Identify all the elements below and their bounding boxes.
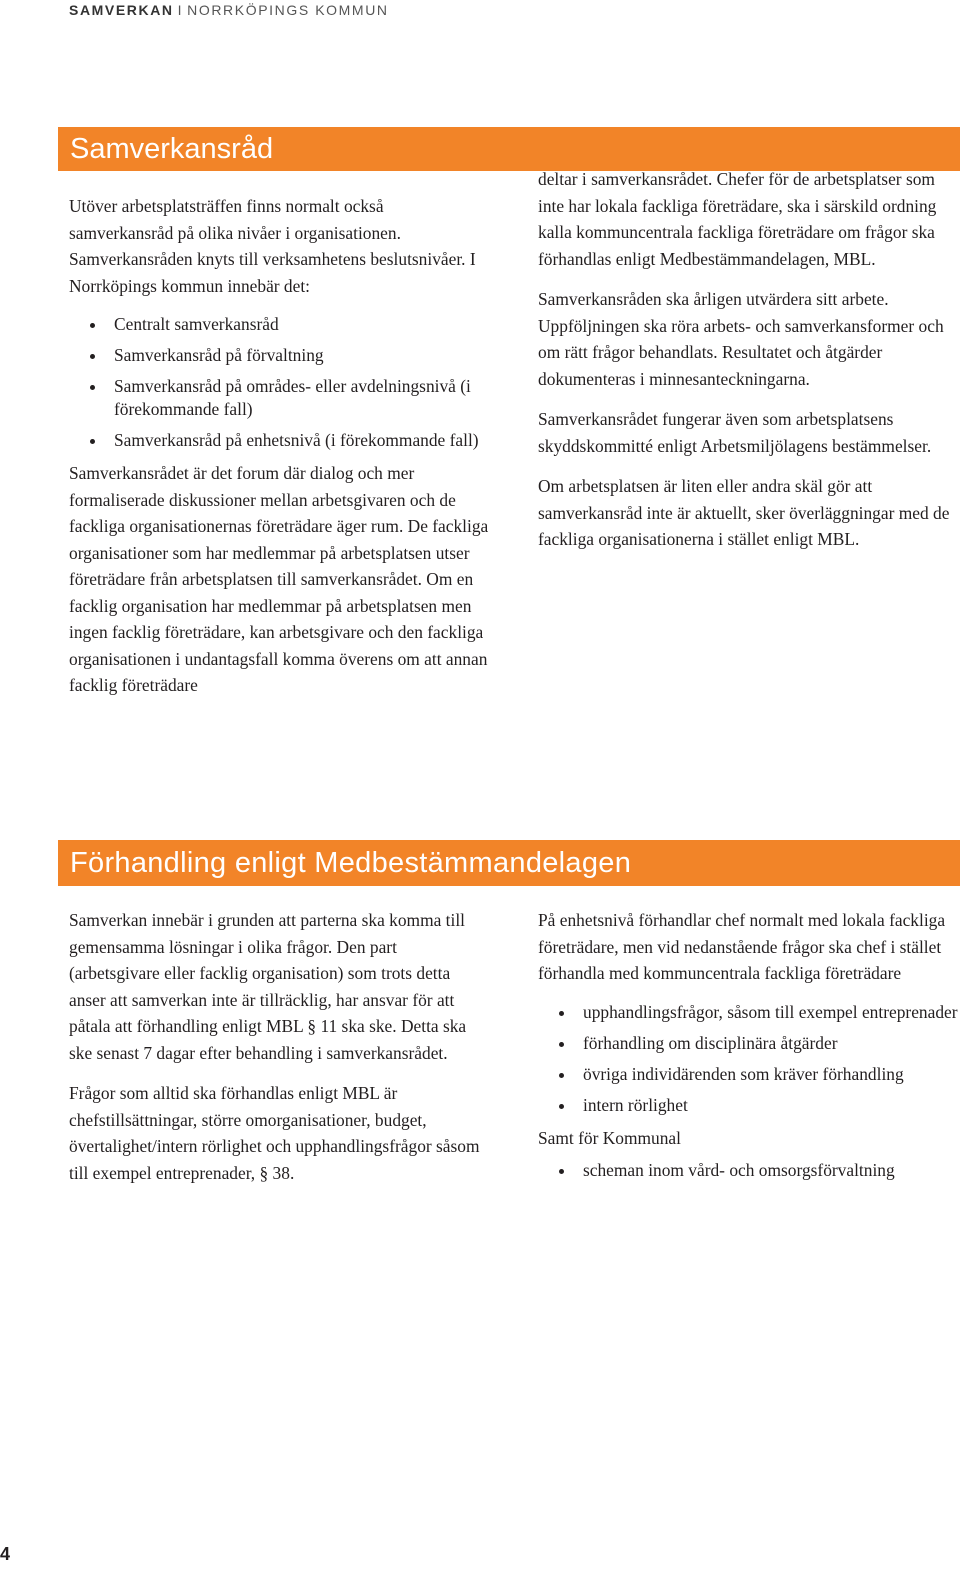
- section1-left-column: [69, 193, 489, 713]
- section1-intro-paragraph: Utöver arbetsplatsträffen finns normalt också samverkansråd på olika nivåer i organisationen. Samverkansråden knyts till verksamhetens beslutsnivåer. I Norrköpings kommun innebär det:: [69, 196, 476, 296]
- section2-left-column: [69, 907, 489, 1200]
- header-brand: SAMVERKAN: [69, 2, 174, 18]
- section1-right-paragraph: deltar i samverkansrådet. Chefer för de arbetsplatser som inte har lokala fackliga företrädare, ska i särskild ordning kalla kommuncentrala fackliga företrädare om frågor ska förhandlas enligt Medbestämmandelagen, MBL.: [538, 169, 937, 269]
- header-organization: NORRKÖPINGS KOMMUN: [187, 2, 389, 18]
- negotiation-topics-list: [538, 1001, 960, 1117]
- header-separator: I: [177, 2, 184, 18]
- section1-right-paragraph: Samverkansrådet fungerar även som arbetsplatsens skyddskommitté enligt Arbetsmiljölagens bestämmelser.: [538, 409, 932, 456]
- list-item: Centralt samverkansråd: [69, 313, 489, 336]
- section-title-forhandling: Förhandling enligt Medbestämmandelagen: [58, 840, 960, 886]
- kommunal-subheading: Samt för Kommunal: [538, 1127, 681, 1148]
- running-header: [69, 2, 389, 18]
- section2-left-paragraph: Samverkan innebär i grunden att parterna ska komma till gemensamma lösningar i olika frågor. Den part (arbetsgivare eller facklig organisation) som trots detta anser att samverkan inte är tillräcklig, har ansvar för att påtala att förhandling enligt MBL § 11 ska ske. Detta ska ske senast 7 dagar efter behandling i samverkansrådet.: [69, 910, 467, 1063]
- council-levels-list: [69, 313, 489, 452]
- section1-right-paragraph: Om arbetsplatsen är liten eller andra skäl gör att samverkansråd inte är aktuellt, sker överläggningar med de fackliga organisationerna i stället enligt MBL.: [538, 476, 950, 549]
- list-item: upphandlingsfrågor, såsom till exempel entreprenader: [538, 1001, 960, 1024]
- page-number: 4: [0, 1544, 11, 1564]
- list-item: Samverkansråd på förvaltning: [69, 344, 489, 367]
- list-item: scheman inom vård- och omsorgsförvaltning: [538, 1159, 960, 1182]
- list-item: Samverkansråd på områdes- eller avdelningsnivå (i förekommande fall): [69, 375, 489, 421]
- section2-right-column: [538, 907, 960, 1190]
- list-item: Samverkansråd på enhetsnivå (i förekommande fall): [69, 429, 489, 452]
- kommunal-topics-list: [538, 1159, 960, 1182]
- section1-body-paragraph: Samverkansrådet är det forum där dialog och mer formaliserade diskussioner mellan arbetsgivaren och de fackliga organisationernas företrädare äger rum. De fackliga organisationer som har medlemmar på arbetsplatsen utser företrädare från arbetsplatsen till samverkansrådet. Om en facklig organisation har medlemmar på arbetsplatsen men ingen facklig företrädare, kan arbetsgivare och den fackliga organisationen i undantagsfall komma överens om att annan facklig företrädare: [69, 463, 489, 695]
- section1-right-paragraph: Samverkansråden ska årligen utvärdera sitt arbete. Uppföljningen ska röra arbets- och samverkansformer och om rätt frågor behandlats. Resultatet och åtgärder dokumenteras i minnesanteckningarna.: [538, 289, 944, 389]
- section2-left-paragraph: Frågor som alltid ska förhandlas enligt MBL är chefstillsättningar, större omorganisationer, budget, övertalighet/intern rörlighet och upphandlingsfrågor såsom till exempel entreprenader, § 38.: [69, 1083, 480, 1183]
- section2-right-intro: På enhetsnivå förhandlar chef normalt med lokala fackliga företrädare, men vid nedanstående frågor ska chef i stället förhandla med kommuncentrala fackliga företrädare: [538, 910, 946, 983]
- list-item: intern rörlighet: [538, 1094, 960, 1117]
- section1-right-column: [538, 166, 958, 567]
- list-item: övriga individärenden som kräver förhandling: [538, 1063, 960, 1086]
- list-item: förhandling om disciplinära åtgärder: [538, 1032, 960, 1055]
- section-title-samverkansrad: Samverkansråd: [58, 127, 960, 171]
